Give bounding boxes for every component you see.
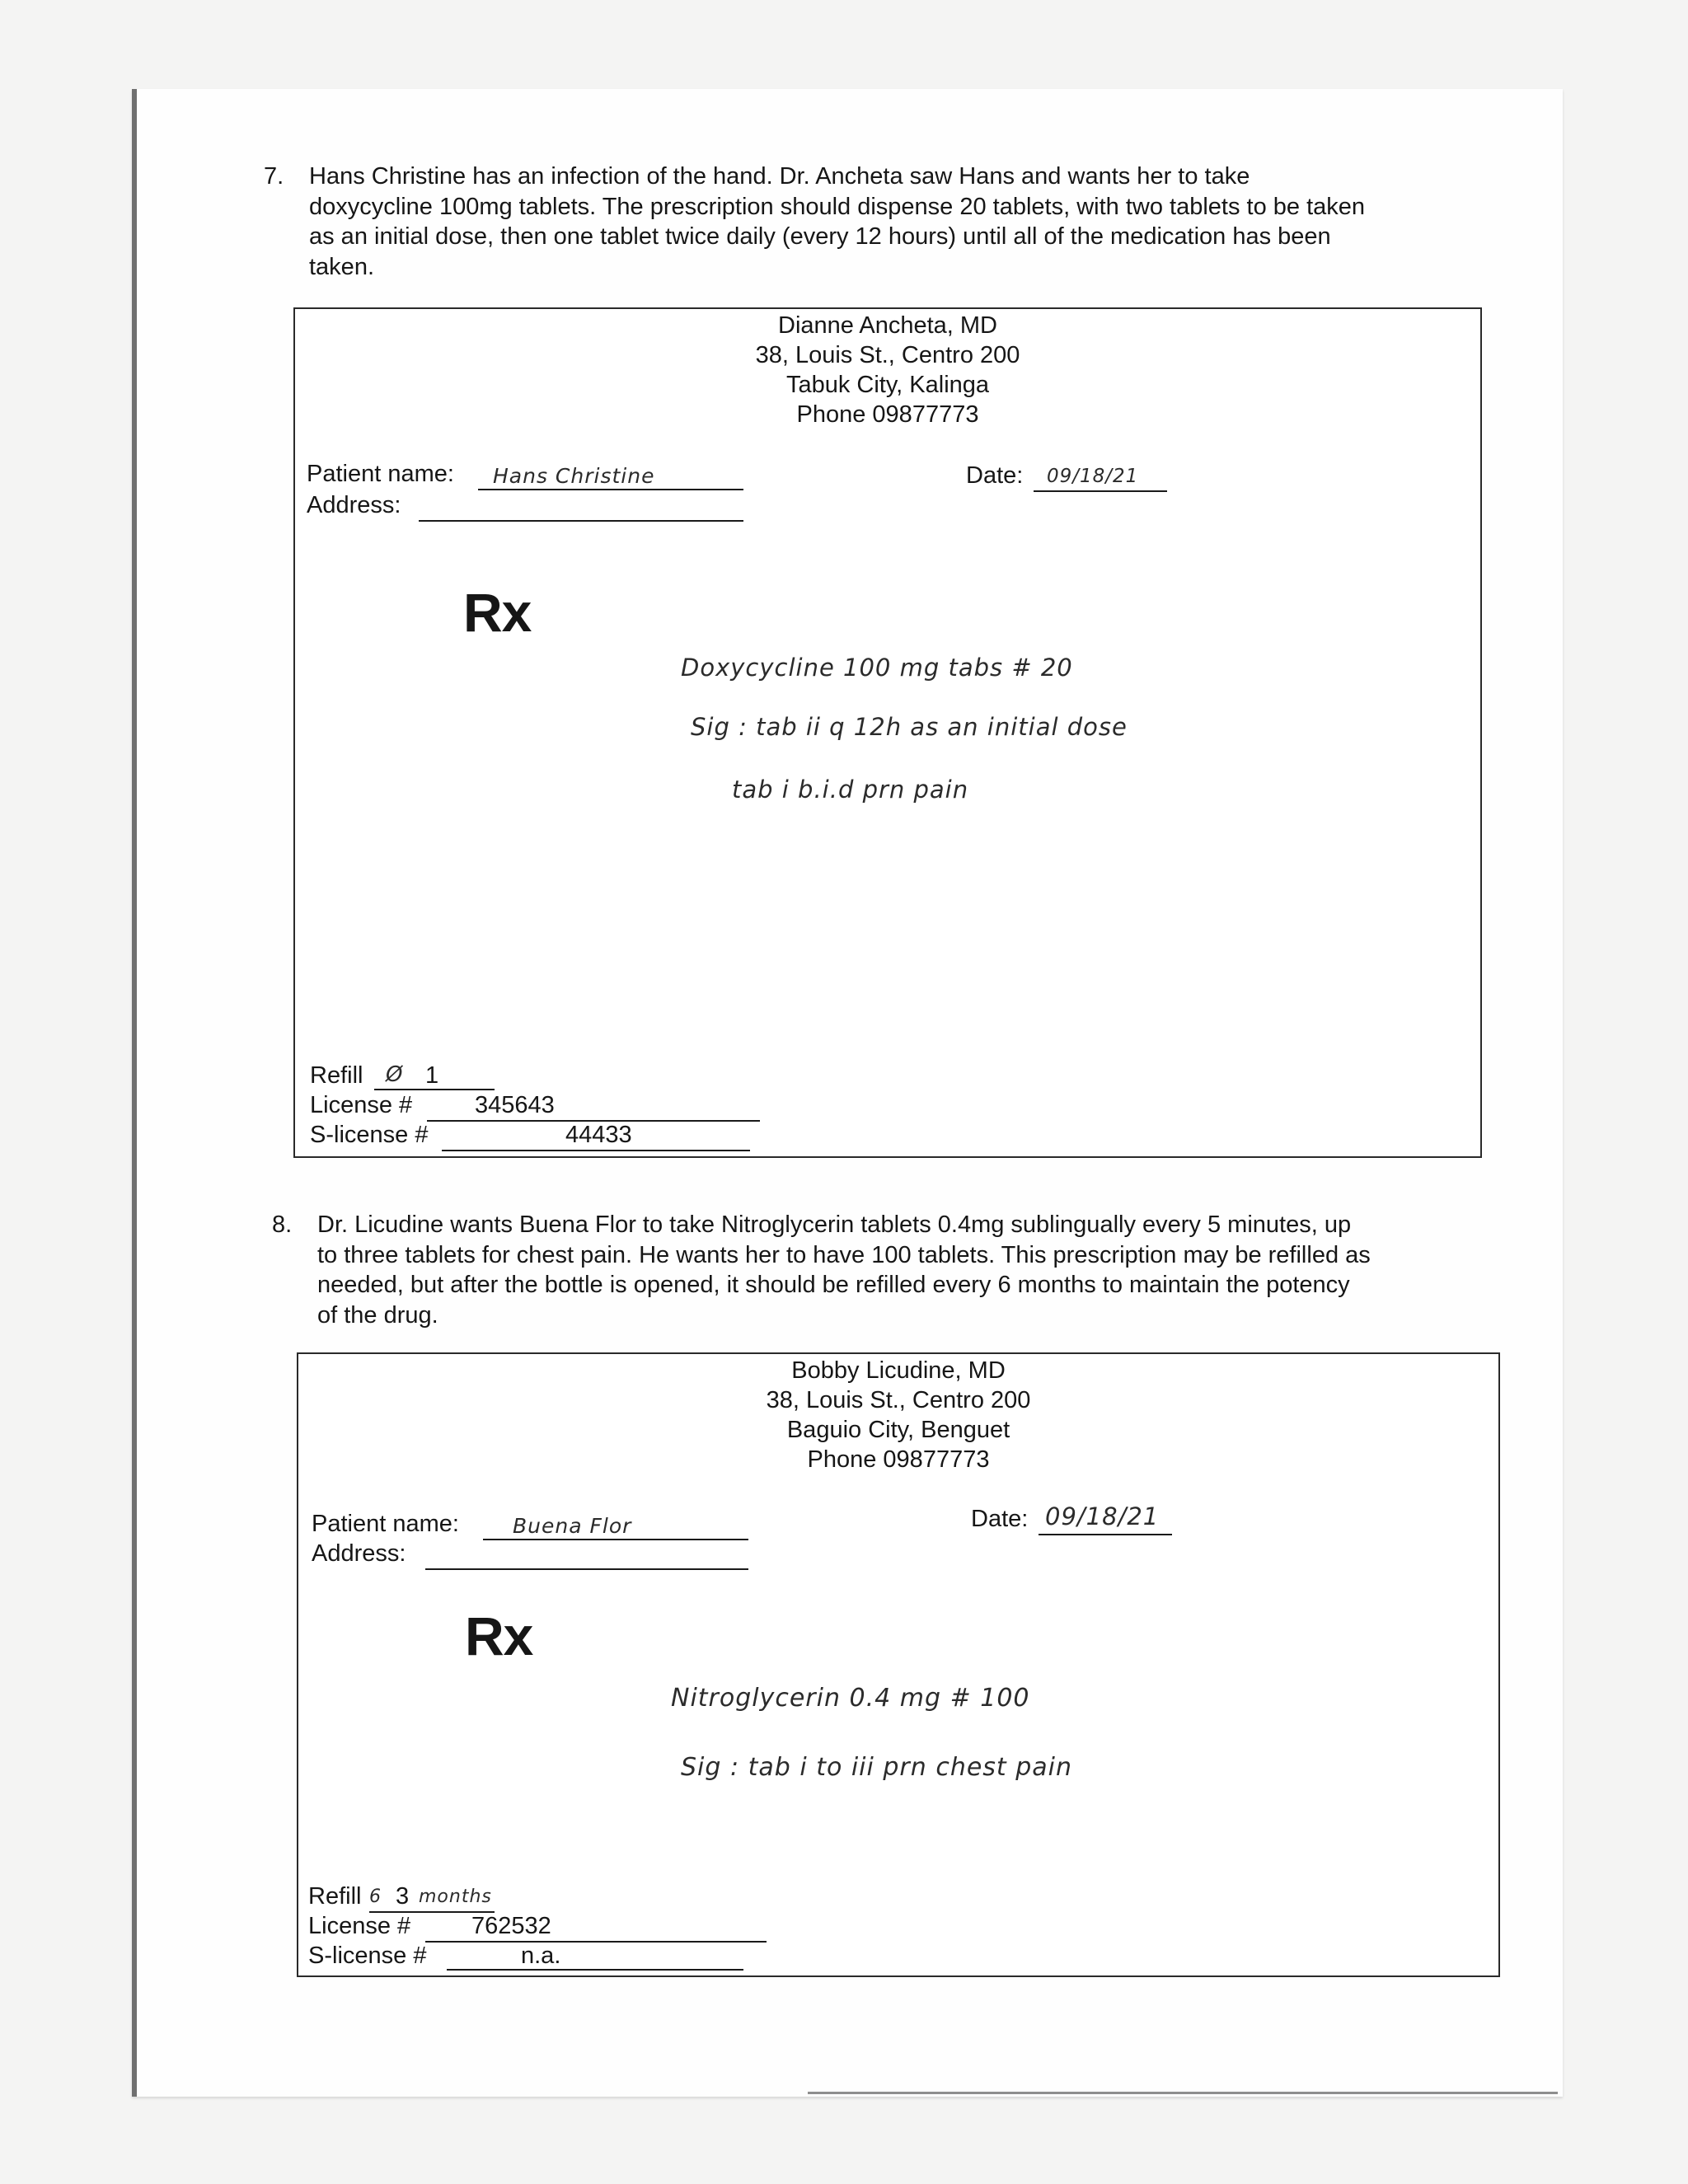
doctor-address-line: 38, Louis St., Centro 200 [755,342,1020,368]
doctor-header [295,311,1480,429]
patient-name-value: Buena Flor [513,1514,632,1538]
question-line: taken. [309,253,374,280]
prescription-form-7 [293,307,1482,1158]
rx-symbol: Rx [463,582,532,643]
address-label: Address: [307,492,401,518]
date-label: Date: [971,1506,1029,1532]
doctor-name: Bobby Licudine, MD [791,1357,1006,1384]
question-7 [264,162,1529,282]
date-value: 09/18/21 [1045,1502,1160,1530]
rx-line: tab i b.i.d prn pain [732,776,969,804]
question-number: 7. [264,163,284,190]
license-label: License # [310,1092,413,1118]
patient-name-line [478,489,743,490]
refill-value: 1 [425,1062,439,1089]
address-label: Address: [312,1540,406,1567]
question-line: of the drug. [317,1301,438,1329]
rx-line: Sig : tab i to iii prn chest pain [681,1753,1072,1782]
date-value: 09/18/21 [1047,466,1139,487]
date-line [1039,1534,1172,1535]
question-8 [272,1210,1537,1330]
license-value: 762532 [471,1913,551,1939]
s-license-line [447,1969,743,1971]
refill-value: 3 [396,1883,410,1910]
question-line: needed, but after the bottle is opened, it should be refilled every 6 months to maintain the potency [317,1272,1350,1298]
doctor-phone: Phone 09877773 [807,1446,990,1473]
refill-note: months [419,1886,492,1907]
s-license-line [442,1150,750,1151]
question-number: 8. [272,1212,293,1238]
question-line: to three tablets for chest pain. He wants her to have 100 tablets. This prescription may be refilled as [317,1241,1371,1268]
refill-handwritten: Ø [386,1062,404,1087]
s-license-value: 44433 [565,1122,632,1148]
prescription-form-8 [297,1352,1500,1977]
s-license-value: n.a. [521,1943,561,1969]
license-label: License # [308,1913,411,1939]
patient-name-label: Patient name: [312,1511,459,1537]
refill-label: Refill [310,1062,363,1089]
question-line: doxycycline 100mg tablets. The prescription should dispense 20 tablets, with two tablets to be taken [309,193,1366,220]
refill-handwritten: 6 [369,1886,382,1907]
license-value: 345643 [475,1092,555,1118]
license-line [425,1941,767,1943]
doctor-address-line: 38, Louis St., Centro 200 [766,1387,1031,1413]
address-line [419,520,743,522]
question-line: Hans Christine has an infection of the hand. Dr. Ancheta saw Hans and wants her to take [309,163,1250,190]
doctor-header [298,1356,1498,1474]
rx-line: Sig : tab ii q 12h as an initial dose [691,713,1128,741]
doctor-name: Dianne Ancheta, MD [778,312,997,339]
rx-line: Nitroglycerin 0.4 mg # 100 [671,1684,1030,1713]
s-license-label: S-license # [308,1943,427,1969]
question-line: as an initial dose, then one tablet twice daily (every 12 hours) until all of the medication has been [309,223,1331,250]
patient-name-value: Hans Christine [493,464,655,488]
patient-name-label: Patient name: [307,461,454,487]
doctor-phone: Phone 09877773 [796,401,979,428]
refill-label: Refill [308,1883,362,1910]
doctor-address-line: Tabuk City, Kalinga [785,372,990,398]
date-label: Date: [966,462,1024,489]
patient-name-line [483,1539,748,1540]
date-line [1034,490,1167,492]
page-edge-shadow [808,2092,1558,2094]
doctor-address-line: Baguio City, Benguet [786,1417,1010,1443]
rx-line: Doxycycline 100 mg tabs # 20 [681,654,1073,682]
rx-symbol: Rx [465,1605,533,1666]
address-line [425,1568,748,1570]
question-line: Dr. Licudine wants Buena Flor to take Nitroglycerin tablets 0.4mg sublingually every 5 minutes, up [317,1212,1352,1238]
s-license-label: S-license # [310,1122,429,1148]
